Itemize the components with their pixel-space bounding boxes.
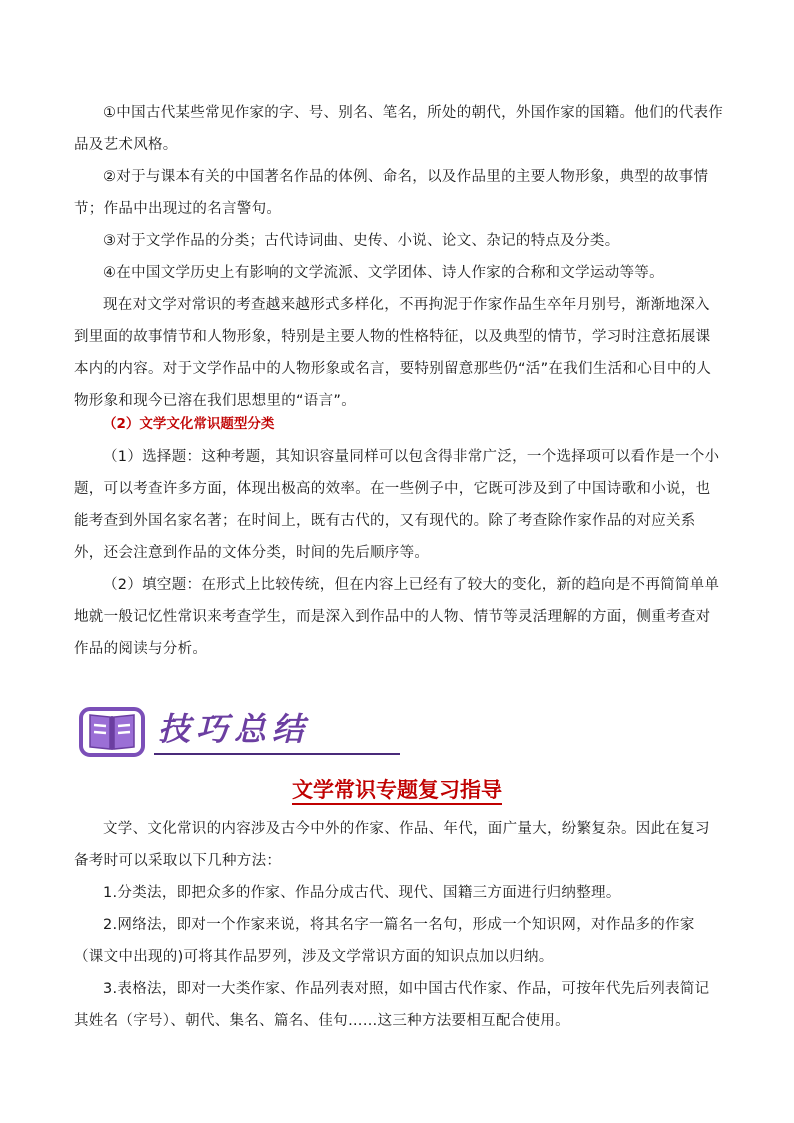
method-2: 2.网络法，即对一个作家来说，将其名字一篇名一名句，形成一个知识网，对作品多的作家（课文中出现的)可将其作品罗列，涉及文学常识方面的知识点加以归纳。 (74, 917, 695, 965)
banner-underline (154, 753, 400, 755)
method-3: 3.表格法，即对一大类作家、作品列表对照，如中国古代作家、作品，可按年代先后列表简记其姓名（字号）、朝代、集名、篇名、佳句……这三种方法要相互配合使用。 (74, 981, 710, 1029)
skills-summary-banner (78, 703, 328, 761)
intro-item-2: ②对于与课本有关的中国著名作品的体例、命名，以及作品里的主要人物形象，典型的故事情节；作品中出现过的名言警句。 (74, 169, 709, 217)
banner-title: 技巧总结 (158, 710, 311, 748)
section-title (0, 774, 794, 806)
section-title-text: 文学常识专题复习指导 (292, 778, 502, 805)
intro-item-4: ④在中国文学历史上有影响的文学流派、文学团体、诗人作家的合称和文学运动等等。 (103, 265, 664, 281)
review-intro: 文学、文化常识的内容涉及古今中外的作家、作品、年代，面广量大，纷繁复杂。因此在复习备考时可以采取以下几种方法： (74, 821, 710, 869)
method-1: 1.分类法，即把众多的作家、作品分成古代、现代、国籍三方面进行归纳整理。 (103, 885, 621, 901)
question-type-choice: （1）选择题：这种考题，其知识容量同样可以包含得非常广泛，一个选择项可以看作是一个小题，可以考查许多方面，体现出极高的效率。在一些例子中，它既可涉及到了中国诗歌和小说，也能考查到外国名家名著；在时间上，既有古代的，又有现代的。除了考查除作家作品的对应关系外，还会注意到作品的文体分类，时间的先后顺序等。 (74, 449, 720, 561)
trend-paragraph: 现在对文学对常识的考查越来越形式多样化，不再拘泥于作家作品生卒年月别号，渐渐地深入到里面的故事情节和人物形象，特别是主要人物的性格特征，以及典型的情节，学习时注意拓展课本内的内容。对于文学作品中的人物形象或名言，要特别留意那些仍“活”在我们生活和心目中的人物形象和现今已溶在我们思想里的“语言”。 (74, 297, 712, 409)
intro-item-3: ③对于文学作品的分类；古代诗词曲、史传、小说、论文、杂记的特点及分类。 (103, 233, 620, 249)
intro-item-1: ①中国古代某些常见作家的字、号、别名、笔名，所处的朝代，外国作家的国籍。他们的代表作品及艺术风格。 (74, 105, 724, 153)
question-type-fill: （2）填空题：在形式上比较传统，但在内容上已经有了较大的变化，新的趋向是不再简简单单地就一般记忆性常识来考查学生，而是深入到作品中的人物、情节等灵活理解的方面，侧重考查对作品的阅读与分析。 (74, 577, 720, 657)
subheading: （2）文学文化常识题型分类 (103, 416, 275, 432)
book-icon (78, 703, 146, 759)
